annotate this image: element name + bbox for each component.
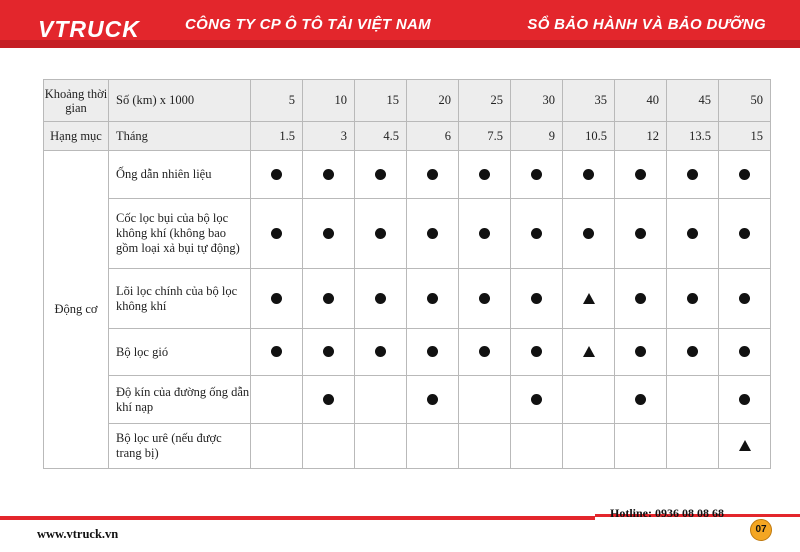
replace-triangle-icon	[583, 346, 595, 357]
km-value: 20	[407, 80, 459, 122]
inspect-dot-icon	[375, 293, 386, 304]
km-value: 25	[459, 80, 511, 122]
schedule-cell	[407, 199, 459, 269]
schedule-cell	[407, 376, 459, 424]
schedule-cell	[615, 151, 667, 199]
schedule-cell	[355, 151, 407, 199]
item-name: Độ kín của đường ống dẫn khí nạp	[109, 376, 251, 424]
inspect-dot-icon	[375, 228, 386, 239]
schedule-cell	[511, 151, 563, 199]
schedule-cell	[615, 329, 667, 376]
inspect-dot-icon	[323, 169, 334, 180]
schedule-cell	[615, 424, 667, 469]
schedule-cell	[251, 376, 303, 424]
inspect-dot-icon	[739, 169, 750, 180]
inspect-dot-icon	[427, 293, 438, 304]
km-value: 50	[719, 80, 771, 122]
schedule-cell	[407, 424, 459, 469]
schedule-cell	[563, 199, 615, 269]
replace-triangle-icon	[739, 440, 751, 451]
table-row	[44, 376, 771, 424]
inspect-dot-icon	[323, 228, 334, 239]
month-value: 4.5	[355, 122, 407, 151]
schedule-cell	[407, 329, 459, 376]
km-value: 30	[511, 80, 563, 122]
month-value: 12	[615, 122, 667, 151]
inspect-dot-icon	[739, 346, 750, 357]
schedule-cell	[251, 329, 303, 376]
inspect-dot-icon	[687, 169, 698, 180]
inspect-dot-icon	[531, 169, 542, 180]
schedule-cell	[667, 151, 719, 199]
inspect-dot-icon	[427, 394, 438, 405]
schedule-cell	[355, 424, 407, 469]
schedule-cell	[303, 269, 355, 329]
month-value: 1.5	[251, 122, 303, 151]
inspect-dot-icon	[479, 346, 490, 357]
schedule-cell	[303, 199, 355, 269]
schedule-cell	[459, 269, 511, 329]
schedule-cell	[355, 269, 407, 329]
inspect-dot-icon	[739, 394, 750, 405]
schedule-cell	[251, 269, 303, 329]
inspect-dot-icon	[427, 169, 438, 180]
table-row	[44, 424, 771, 469]
schedule-cell	[511, 199, 563, 269]
schedule-cell	[615, 376, 667, 424]
item-name: Lõi lọc chính của bộ lọc không khí	[109, 269, 251, 329]
schedule-cell	[459, 376, 511, 424]
inspect-dot-icon	[687, 346, 698, 357]
schedule-cell	[667, 376, 719, 424]
inspect-dot-icon	[635, 293, 646, 304]
schedule-cell	[303, 151, 355, 199]
km-value: 45	[667, 80, 719, 122]
inspect-dot-icon	[323, 346, 334, 357]
inspect-dot-icon	[323, 293, 334, 304]
schedule-cell	[511, 329, 563, 376]
month-value: 9	[511, 122, 563, 151]
schedule-cell	[615, 199, 667, 269]
inspect-dot-icon	[583, 228, 594, 239]
schedule-cell	[511, 376, 563, 424]
month-value: 6	[407, 122, 459, 151]
schedule-cell	[563, 269, 615, 329]
inspect-dot-icon	[739, 293, 750, 304]
schedule-cell	[511, 424, 563, 469]
km-header-row	[44, 80, 771, 122]
website-link[interactable]: www.vtruck.vn	[37, 527, 119, 541]
inspect-dot-icon	[635, 169, 646, 180]
table-row	[44, 329, 771, 376]
schedule-cell	[563, 151, 615, 199]
month-value: 15	[719, 122, 771, 151]
schedule-cell	[459, 329, 511, 376]
schedule-cell	[667, 424, 719, 469]
month-value: 3	[303, 122, 355, 151]
company-name: CÔNG TY CP Ô TÔ TẢI VIỆT NAM	[185, 16, 431, 33]
replace-triangle-icon	[583, 293, 595, 304]
schedule-cell	[303, 376, 355, 424]
inspect-dot-icon	[271, 228, 282, 239]
category-cell: Động cơ	[44, 151, 109, 469]
schedule-cell	[615, 269, 667, 329]
inspect-dot-icon	[375, 169, 386, 180]
inspect-dot-icon	[323, 394, 334, 405]
schedule-cell	[407, 151, 459, 199]
item-label: Hạng mục	[44, 122, 109, 151]
month-label: Tháng	[109, 122, 251, 151]
schedule-cell	[563, 329, 615, 376]
schedule-cell	[719, 269, 771, 329]
maintenance-schedule-table	[43, 79, 771, 469]
schedule-cell	[667, 199, 719, 269]
km-value: 15	[355, 80, 407, 122]
inspect-dot-icon	[271, 169, 282, 180]
schedule-cell	[459, 199, 511, 269]
schedule-cell	[719, 199, 771, 269]
vtruck-logo: VTRUCK	[38, 16, 140, 42]
schedule-cell	[719, 424, 771, 469]
interval-label: Khoảng thời gian	[44, 80, 109, 122]
table-row	[44, 269, 771, 329]
inspect-dot-icon	[687, 293, 698, 304]
schedule-cell	[251, 424, 303, 469]
inspect-dot-icon	[687, 228, 698, 239]
inspect-dot-icon	[531, 293, 542, 304]
inspect-dot-icon	[427, 346, 438, 357]
schedule-cell	[667, 329, 719, 376]
inspect-dot-icon	[427, 228, 438, 239]
inspect-dot-icon	[739, 228, 750, 239]
schedule-cell	[355, 376, 407, 424]
inspect-dot-icon	[531, 346, 542, 357]
hotline-text: Hotline: 0936 08 08 68	[610, 506, 724, 520]
inspect-dot-icon	[635, 394, 646, 405]
schedule-cell	[355, 329, 407, 376]
schedule-cell	[251, 151, 303, 199]
schedule-cell	[407, 269, 459, 329]
inspect-dot-icon	[635, 228, 646, 239]
inspect-dot-icon	[271, 346, 282, 357]
booklet-title: SỔ BẢO HÀNH VÀ BẢO DƯỠNG	[527, 16, 766, 33]
schedule-cell	[511, 269, 563, 329]
schedule-cell	[719, 151, 771, 199]
inspect-dot-icon	[635, 346, 646, 357]
inspect-dot-icon	[479, 169, 490, 180]
schedule-cell	[719, 376, 771, 424]
inspect-dot-icon	[479, 228, 490, 239]
schedule-cell	[563, 424, 615, 469]
km-value: 5	[251, 80, 303, 122]
schedule-cell	[303, 424, 355, 469]
item-name: Bộ lọc gió	[109, 329, 251, 376]
km-value: 10	[303, 80, 355, 122]
table-row	[44, 199, 771, 269]
schedule-cell	[251, 199, 303, 269]
schedule-cell	[355, 199, 407, 269]
schedule-cell	[459, 424, 511, 469]
month-value: 10.5	[563, 122, 615, 151]
schedule-cell	[459, 151, 511, 199]
inspect-dot-icon	[531, 228, 542, 239]
item-name: Cốc lọc bụi của bộ lọc không khí (không bao gồm loại xả bụi tự động)	[109, 199, 251, 269]
schedule-cell	[303, 329, 355, 376]
header-bar	[0, 0, 800, 48]
table-row	[44, 151, 771, 199]
item-name: Ống dẫn nhiên liệu	[109, 151, 251, 199]
item-name: Bộ lọc urê (nếu được trang bị)	[109, 424, 251, 469]
inspect-dot-icon	[271, 293, 282, 304]
schedule-cell	[563, 376, 615, 424]
month-value: 13.5	[667, 122, 719, 151]
page-number-badge: 07	[750, 519, 772, 541]
footer-divider	[0, 516, 595, 520]
km-value: 40	[615, 80, 667, 122]
schedule-cell	[719, 329, 771, 376]
inspect-dot-icon	[479, 293, 490, 304]
schedule-cell	[667, 269, 719, 329]
month-header-row	[44, 122, 771, 151]
inspect-dot-icon	[531, 394, 542, 405]
month-value: 7.5	[459, 122, 511, 151]
inspect-dot-icon	[583, 169, 594, 180]
km-label: Số (km) x 1000	[109, 80, 251, 122]
inspect-dot-icon	[375, 346, 386, 357]
km-value: 35	[563, 80, 615, 122]
